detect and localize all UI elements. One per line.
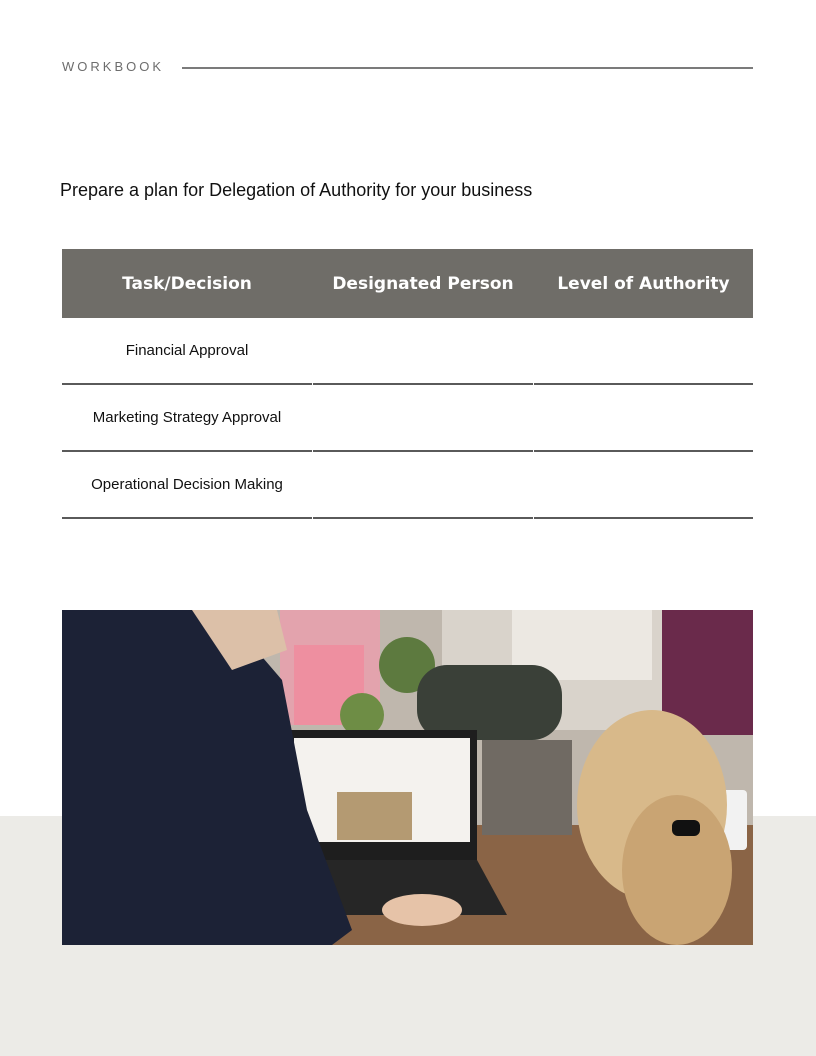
table-row	[62, 385, 753, 452]
column-header-designated-person: Designated Person	[332, 273, 514, 294]
workbook-label: WORKBOOK	[62, 59, 165, 74]
page-prompt: Prepare a plan for Delegation of Authority for your business	[60, 180, 533, 200]
designated-person-cell[interactable]	[313, 385, 533, 452]
designated-person-cell[interactable]	[313, 318, 533, 385]
office-photo	[62, 610, 753, 945]
delegation-table	[62, 249, 753, 519]
level-of-authority-cell[interactable]	[534, 385, 753, 452]
column-header-level-of-authority: Level of Authority	[557, 273, 730, 294]
task-cell: Marketing Strategy Approval	[62, 385, 312, 452]
level-of-authority-cell[interactable]	[534, 318, 753, 385]
office-photo-illustration	[62, 610, 753, 945]
level-of-authority-cell[interactable]	[534, 452, 753, 519]
table-header	[62, 249, 753, 318]
task-cell: Financial Approval	[62, 318, 312, 385]
designated-person-cell[interactable]	[313, 452, 533, 519]
header-divider	[182, 67, 753, 69]
table-row	[62, 318, 753, 385]
column-header-task: Task/Decision	[122, 273, 252, 294]
table-row	[62, 452, 753, 519]
task-cell: Operational Decision Making	[62, 452, 312, 519]
